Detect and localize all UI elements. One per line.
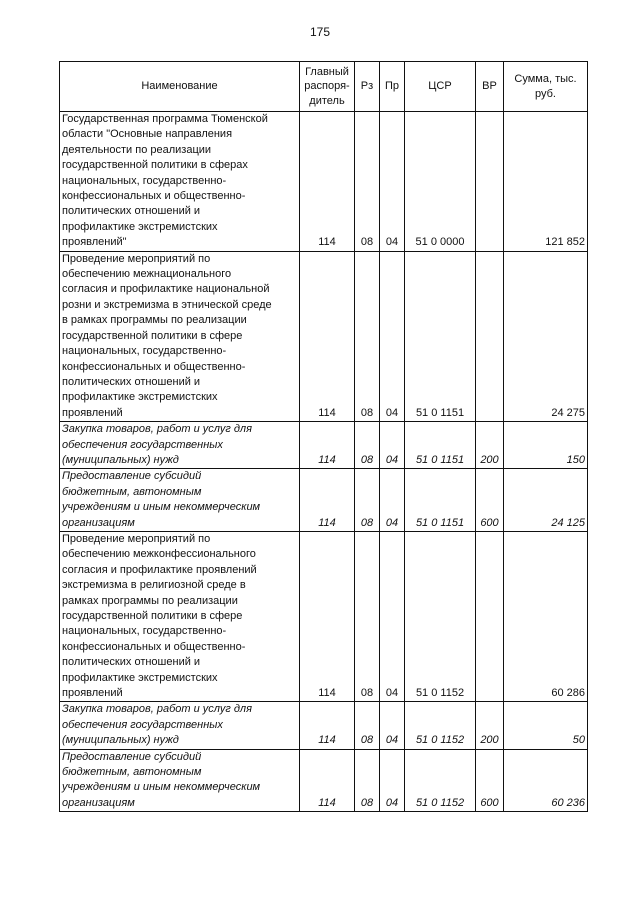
row-summa: 24 125 <box>504 469 588 532</box>
row-rz: 08 <box>355 112 380 252</box>
row-glavny: 114 <box>300 251 355 421</box>
row-summa: 50 <box>504 702 588 749</box>
row-rz: 08 <box>355 702 380 749</box>
row-rz: 08 <box>355 251 380 421</box>
table-row <box>60 469 588 532</box>
header-csr: ЦСР <box>405 62 476 112</box>
row-name: Проведение мероприятий по обеспечению межконфессионального согласия и профилактике проявлений экстремизма в религиозной среде в рамках программы по реализации государственной политики в сфере национальных, государственно- конфессиональных и общественно- политических отношений и профилактике экстремистских проявлений <box>60 531 300 701</box>
row-pr: 04 <box>380 469 405 532</box>
row-summa: 60 286 <box>504 531 588 701</box>
row-vr: 600 <box>476 469 504 532</box>
row-vr: 200 <box>476 422 504 469</box>
row-glavny: 114 <box>300 749 355 812</box>
table-row <box>60 702 588 749</box>
row-pr: 04 <box>380 422 405 469</box>
row-csr: 51 0 0000 <box>405 112 476 252</box>
row-vr <box>476 112 504 252</box>
budget-table <box>59 61 588 812</box>
table-row <box>60 749 588 812</box>
row-pr: 04 <box>380 251 405 421</box>
row-csr: 51 0 1151 <box>405 469 476 532</box>
table-row <box>60 112 588 252</box>
row-csr: 51 0 1151 <box>405 422 476 469</box>
table-row <box>60 251 588 421</box>
table-row <box>60 531 588 701</box>
row-vr: 200 <box>476 702 504 749</box>
row-summa: 24 275 <box>504 251 588 421</box>
row-summa: 150 <box>504 422 588 469</box>
row-rz: 08 <box>355 749 380 812</box>
row-rz: 08 <box>355 531 380 701</box>
header-glavny: Главный распоря-дитель <box>300 62 355 112</box>
header-vr: ВР <box>476 62 504 112</box>
row-name: Закупка товаров, работ и услуг для обеспечения государственных (муниципальных) нужд <box>60 702 300 749</box>
row-glavny: 114 <box>300 702 355 749</box>
header-row <box>60 62 588 112</box>
row-vr <box>476 251 504 421</box>
header-summa: Сумма, тыс. руб. <box>504 62 588 112</box>
row-rz: 08 <box>355 422 380 469</box>
row-name: Закупка товаров, работ и услуг для обеспечения государственных (муниципальных) нужд <box>60 422 300 469</box>
row-name: Предоставление субсидий бюджетным, автономным учреждениям и иным некоммерческим организациям <box>60 469 300 532</box>
row-vr: 600 <box>476 749 504 812</box>
row-csr: 51 0 1151 <box>405 251 476 421</box>
header-pr: Пр <box>380 62 405 112</box>
row-csr: 51 0 1152 <box>405 702 476 749</box>
header-rz: Рз <box>355 62 380 112</box>
row-glavny: 114 <box>300 469 355 532</box>
row-pr: 04 <box>380 702 405 749</box>
row-name: Государственная программа Тюменской области "Основные направления деятельности по реализации государственной политики в сферах национальных, государственно- конфессиональных и общественно- политических отношений и профилактике экстремистских проявлений" <box>60 112 300 252</box>
row-rz: 08 <box>355 469 380 532</box>
row-glavny: 114 <box>300 422 355 469</box>
row-glavny: 114 <box>300 112 355 252</box>
row-summa: 60 236 <box>504 749 588 812</box>
row-name: Предоставление субсидий бюджетным, автономным учреждениям и иным некоммерческим организациям <box>60 749 300 812</box>
row-csr: 51 0 1152 <box>405 749 476 812</box>
row-csr: 51 0 1152 <box>405 531 476 701</box>
row-vr <box>476 531 504 701</box>
row-glavny: 114 <box>300 531 355 701</box>
row-summa: 121 852 <box>504 112 588 252</box>
table-row <box>60 422 588 469</box>
row-pr: 04 <box>380 531 405 701</box>
header-name: Наименование <box>60 62 300 112</box>
row-pr: 04 <box>380 749 405 812</box>
row-pr: 04 <box>380 112 405 252</box>
row-name: Проведение мероприятий по обеспечению межнационального согласия и профилактике национальной розни и экстремизма в этнической среде в рамках программы по реализации государственной политики в сфере национальных, государственно- конфессиональных и общественно- политических отношений и профилактике экстремистских проявлений <box>60 251 300 421</box>
page-number: 175 <box>309 25 331 39</box>
